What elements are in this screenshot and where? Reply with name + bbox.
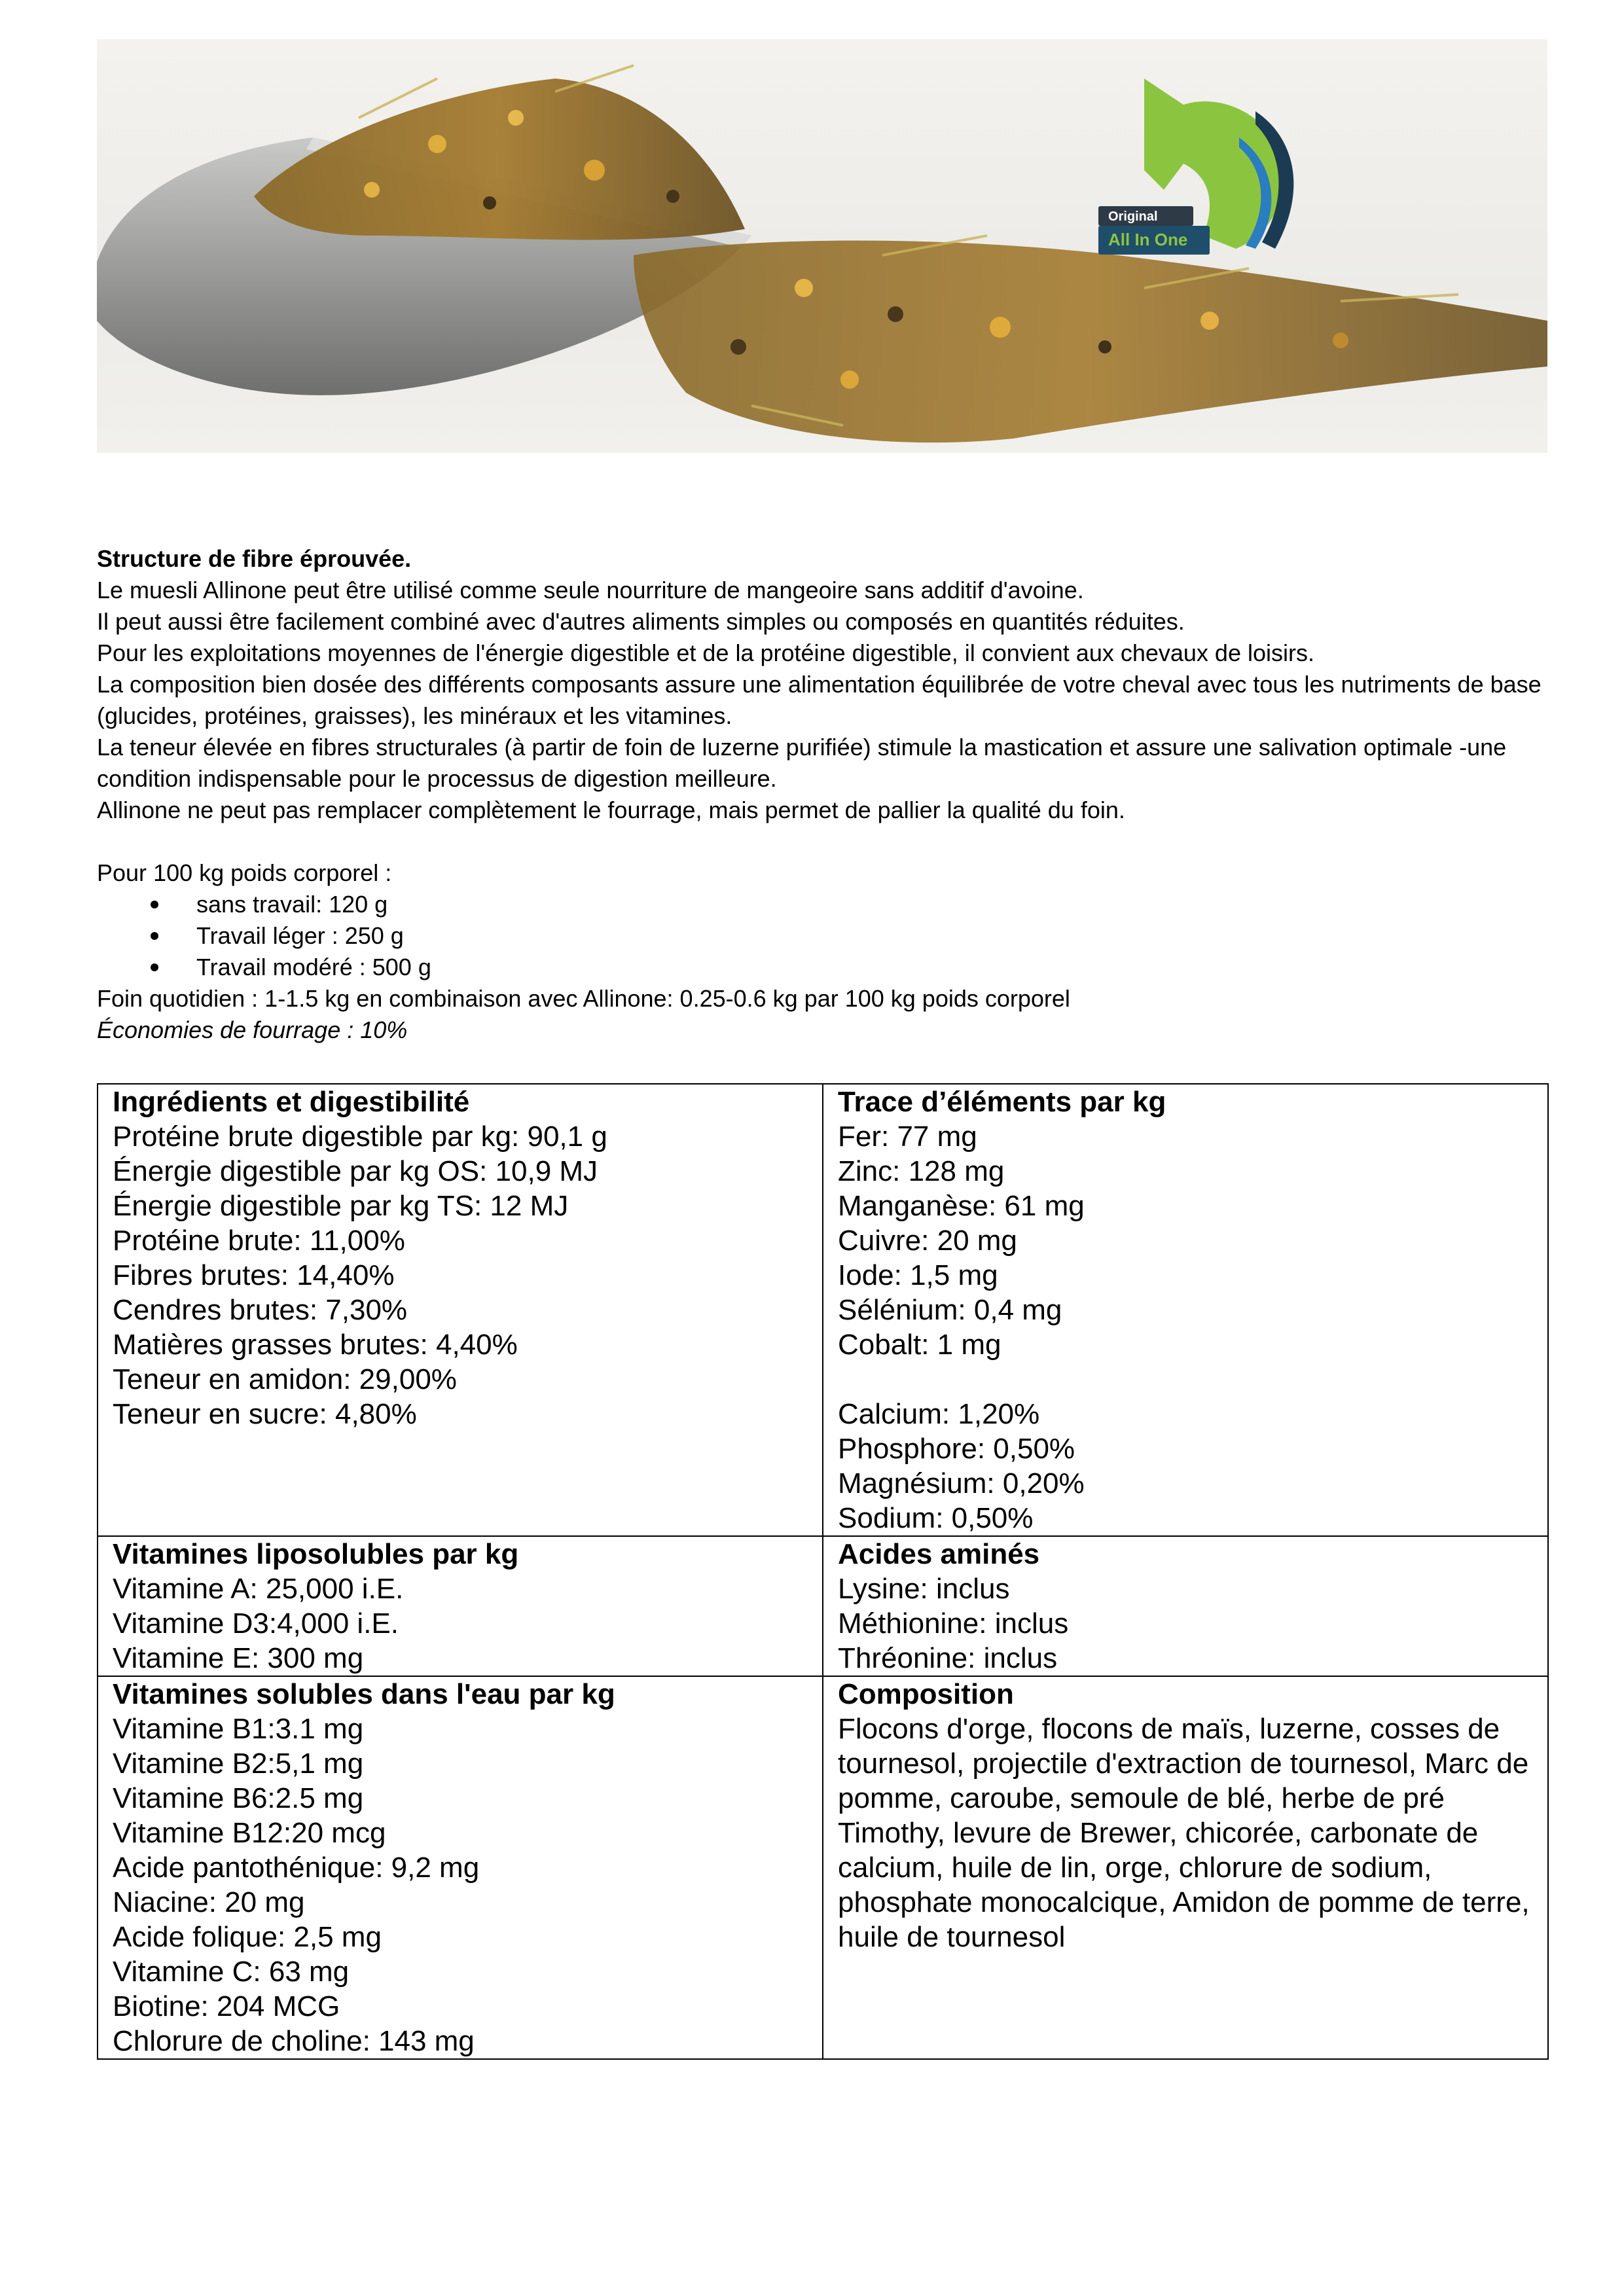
water-vitamins-cell — [98, 1676, 823, 2059]
vitamin-line: Vitamine B2:5,1 mg — [113, 1748, 364, 1780]
ingredient-line: Teneur en sucre: 4,80% — [113, 1398, 417, 1430]
amino-acids-title: Acides aminés — [838, 1538, 1040, 1570]
dosage-intro: Pour 100 kg poids corporel : — [97, 859, 392, 886]
mineral-line: Magnésium: 0,20% — [838, 1467, 1085, 1499]
water-vitamins-title: Vitamines solubles dans l'eau par kg — [113, 1678, 615, 1710]
product-photo — [97, 39, 1547, 453]
ingredients-title: Ingrédients et digestibilité — [113, 1086, 470, 1118]
vitamin-line: Biotine: 204 MCG — [113, 1990, 340, 2022]
ingredients-cell — [98, 1084, 823, 1536]
amino-acid-line: Lysine: inclus — [838, 1573, 1010, 1605]
logo-line1: Original — [1108, 209, 1158, 224]
mineral-line: Phosphore: 0,50% — [838, 1433, 1075, 1465]
vitamin-line: Vitamine B12:20 mcg — [113, 1817, 386, 1849]
intro-paragraph: La teneur élevée en fibres structurales (à partir de foin de luzerne purifiée) stimule la mastication et assure une salivation optimale -une condition indispensable pour le processus de digestion meilleure. — [97, 734, 1507, 792]
logo-line2: All In One — [1108, 230, 1188, 249]
dosage-item: sans travail: 120 g — [151, 889, 1557, 920]
intro-paragraph: Allinone ne peut pas remplacer complètement le fourrage, mais permet de pallier la qualité du foin. — [97, 797, 1125, 823]
vitamin-line: Vitamine E: 300 mg — [113, 1642, 364, 1674]
vitamin-line: Niacine: 20 mg — [113, 1886, 305, 1918]
vitamin-line: Chlorure de choline: 143 mg — [113, 2025, 475, 2057]
composition-text: Flocons d'orge, flocons de maïs, luzerne, cosses de tournesol, projectile d'extraction de tournesol, Marc de pomme, caroube, semoule de blé, herbe de pré Timothy, levure de Brewer, chicorée, carbonate de calcium, huile de lin, orge, chlorure de sodium, phosphate monocalcique, Amidon de pomme de terre, huile de tournesol — [838, 1713, 1530, 1953]
amino-acids-cell — [823, 1536, 1548, 1676]
composition-cell — [823, 1676, 1548, 2059]
composition-title: Composition — [838, 1678, 1014, 1710]
vitamin-line: Acide pantothénique: 9,2 mg — [113, 1852, 480, 1884]
intro-section — [97, 543, 1557, 1046]
intro-paragraph: Pour les exploitations moyennes de l'énergie digestible et de la protéine digestible, il convient aux chevaux de loisirs. — [97, 639, 1314, 666]
intro-title: Structure de fibre éprouvée. — [97, 545, 412, 572]
vitamin-line: Vitamine A: 25,000 i.E. — [113, 1573, 404, 1605]
vitamin-line: Vitamine D3:4,000 i.E. — [113, 1607, 399, 1640]
vitamin-line: Acide folique: 2,5 mg — [113, 1921, 382, 1953]
trace-element-line: Sélénium: 0,4 mg — [838, 1294, 1062, 1326]
mineral-line: Sodium: 0,50% — [838, 1502, 1034, 1534]
trace-element-line: Cobalt: 1 mg — [838, 1329, 1001, 1361]
ingredient-line: Cendres brutes: 7,30% — [113, 1294, 408, 1326]
mineral-line: Calcium: 1,20% — [838, 1398, 1040, 1430]
ingredient-line: Protéine brute digestible par kg: 90,1 g — [113, 1121, 607, 1153]
vitamin-line: Vitamine B6:2.5 mg — [113, 1782, 364, 1814]
ingredient-line: Énergie digestible par kg TS: 12 MJ — [113, 1190, 569, 1222]
trace-elements-cell — [823, 1084, 1548, 1536]
dosage-item: Travail modéré : 500 g — [151, 952, 1557, 983]
dosage-list — [97, 889, 1557, 983]
trace-element-line: Iode: 1,5 mg — [838, 1259, 998, 1291]
trace-element-line: Zinc: 128 mg — [838, 1155, 1005, 1187]
ingredient-line: Énergie digestible par kg OS: 10,9 MJ — [113, 1155, 598, 1187]
brand-logo — [1098, 79, 1293, 255]
ingredient-line: Protéine brute: 11,00% — [113, 1225, 405, 1257]
trace-element-line: Manganèse: 61 mg — [838, 1190, 1085, 1222]
intro-paragraph: Il peut aussi être facilement combiné avec d'autres aliments simples ou composés en quantités réduites. — [97, 608, 1185, 635]
ingredient-line: Matières grasses brutes: 4,40% — [113, 1329, 518, 1361]
fodder-savings: Économies de fourrage : 10% — [97, 1016, 408, 1043]
hay-recommendation: Foin quotidien : 1-1.5 kg en combinaison avec Allinone: 0.25-0.6 kg par 100 kg poids corporel — [97, 985, 1070, 1012]
intro-paragraph: La composition bien dosée des différents composants assure une alimentation équilibrée de votre cheval avec tous les nutriments de base (glucides, protéines, graisses), les minéraux et les vitamines. — [97, 671, 1542, 729]
ingredient-line: Teneur en amidon: 29,00% — [113, 1363, 457, 1395]
trace-element-line: Cuivre: 20 mg — [838, 1225, 1017, 1257]
ingredient-line: Fibres brutes: 14,40% — [113, 1259, 395, 1291]
amino-acid-line: Thréonine: inclus — [838, 1642, 1058, 1674]
muesli-scoop-illustration — [97, 39, 1547, 453]
trace-element-line: Fer: 77 mg — [838, 1121, 977, 1153]
dosage-item: Travail léger : 250 g — [151, 920, 1557, 952]
vitamin-line: Vitamine C: 63 mg — [113, 1956, 350, 1988]
fat-vitamins-cell — [98, 1536, 823, 1676]
trace-elements-title: Trace d’éléments par kg — [838, 1086, 1166, 1118]
fat-vitamins-title: Vitamines liposolubles par kg — [113, 1538, 519, 1570]
nutrition-table — [97, 1083, 1549, 2060]
amino-acid-line: Méthionine: inclus — [838, 1607, 1069, 1640]
intro-paragraph: Le muesli Allinone peut être utilisé comme seule nourriture de mangeoire sans additif d'avoine. — [97, 577, 1084, 603]
vitamin-line: Vitamine B1:3.1 mg — [113, 1713, 364, 1745]
